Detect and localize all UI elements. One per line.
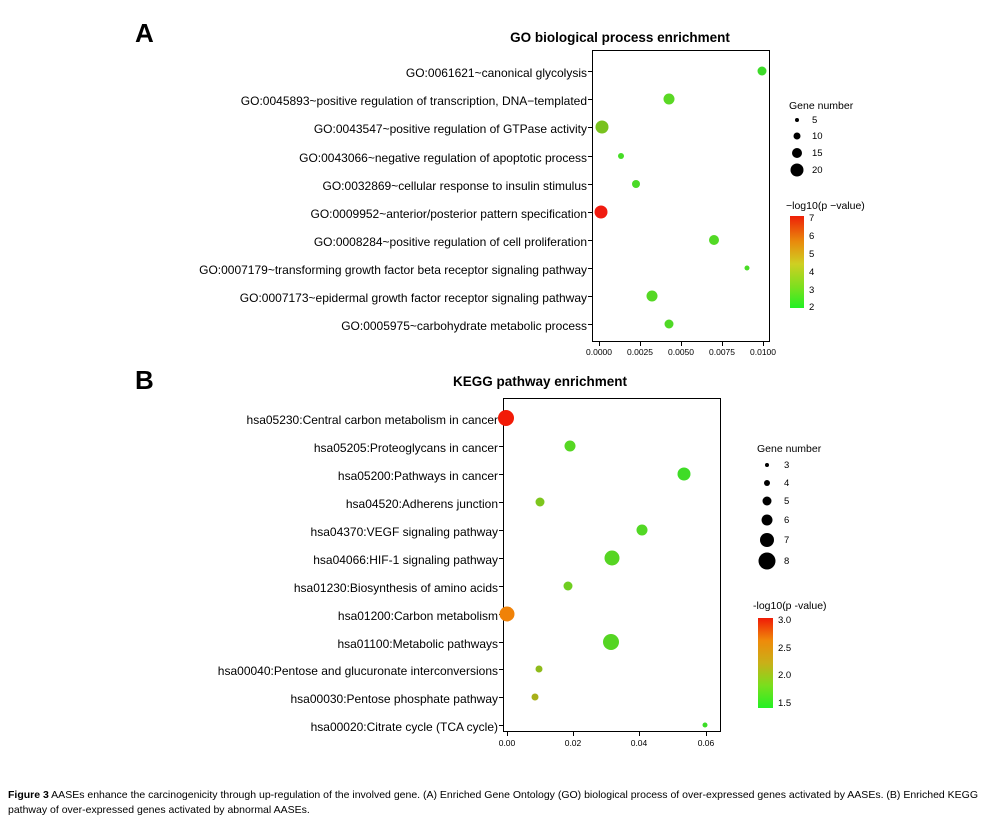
panel-b-size-legend-label: 4 [784,478,790,489]
panel-b-y-tick [499,642,503,643]
panel-b-size-legend-dot [759,553,776,570]
panel-b-x-tick-label: 0.04 [630,738,648,748]
panel-a-x-tick-label: 0.0000 [586,347,612,357]
panel-a-data-point [758,67,767,76]
panel-a-y-tick [588,240,592,241]
panel-b-size-legend-label: 5 [784,496,790,507]
panel-b-data-point [532,694,539,701]
panel-a-x-tick [763,342,764,346]
panel-a-colorbar-tick-label: 7 [809,213,815,224]
panel-b-y-tick [499,530,503,531]
panel-a-size-legend-dot [794,133,801,140]
panel-b-category-label: hsa00020:Citrate cycle (TCA cycle) [310,720,498,734]
panel-b-y-tick [499,669,503,670]
panel-a-category-label: GO:0043547~positive regulation of GTPase activity [313,122,587,136]
panel-a-colorbar-tick-label: 2 [809,302,815,313]
panel-b-x-tick [706,732,707,736]
panel-a-category-label: GO:0009952~anterior/posterior pattern specification [310,207,587,221]
figure-caption [8,788,988,818]
panel-a-data-point [632,180,640,188]
panel-b-size-legend-label: 8 [784,556,790,567]
panel-a-category-label: GO:0007173~epidermal growth factor receptor signaling pathway [239,291,587,305]
panel-b-y-tick [499,697,503,698]
panel-a-y-tick [588,127,592,128]
panel-a-data-point [709,235,719,245]
panel-b-size-legend-label: 7 [784,535,790,546]
panel-b-category-label: hsa04066:HIF-1 signaling pathway [313,553,498,567]
panel-b-data-point [498,410,514,426]
panel-a-category-label: GO:0045893~positive regulation of transcription, DNA−templated [240,94,587,108]
panel-a-y-tick [588,268,592,269]
panel-b-size-legend-dot [760,533,774,547]
panel-a-y-tick [588,99,592,100]
panel-b-category-label: hsa01200:Carbon metabolism [337,609,498,623]
panel-b-category-label: hsa01230:Biosynthesis of amino acids [293,581,498,595]
panel-a-size-legend-label: 20 [812,165,823,176]
panel-b-data-point [536,498,545,507]
panel-a-y-tick [588,156,592,157]
panel-b-colorbar [758,618,773,708]
panel-a-size-legend-title: Gene number [789,100,854,112]
panel-a-colorbar-tick-label: 3 [809,285,815,296]
panel-a-y-tick [588,212,592,213]
panel-b-x-tick-label: 0.00 [498,738,516,748]
panel-a-colorbar-tick-label: 5 [809,249,815,260]
panel-b-data-point [564,582,573,591]
panel-b-y-tick [499,474,503,475]
panel-a-x-tick [681,342,682,346]
panel-a-category-label: GO:0032869~cellular response to insulin stimulus [322,179,587,193]
panel-a-x-tick-label: 0.0025 [627,347,653,357]
panel-b-category-label: hsa05230:Central carbon metabolism in cancer [246,413,498,427]
panel-a-x-tick-label: 0.0050 [668,347,694,357]
panel-a-category-label: GO:0008284~positive regulation of cell proliferation [313,235,587,249]
panel-a-data-point [664,94,675,105]
panel-b-colorbar-tick-label: 3.0 [778,615,792,626]
panel-a-data-point [618,153,624,159]
panel-b-data-point [605,551,620,566]
panel-b-data-point [703,723,708,728]
panel-b-x-tick-label: 0.02 [564,738,582,748]
panel-a-size-legend-label: 15 [812,148,823,159]
panel-b-category-label: hsa05205:Proteoglycans in cancer [313,441,498,455]
panel-b-colorbar-tick-label: 1.5 [778,698,792,709]
panel-a-colorbar-tick-label: 4 [809,267,815,278]
panel-b-category-label: hsa01100:Metabolic pathways [337,637,498,651]
panel-b-data-point [678,468,691,481]
panel-b-size-legend-dot [764,480,770,486]
panel-b-size-legend-label: 3 [784,460,790,471]
panel-a-title: GO biological process enrichment [510,30,730,45]
panel-b-title: KEGG pathway enrichment [452,374,628,389]
panel-b-color-legend-title: -log10(p -value) [753,600,827,612]
panel-a-y-tick [588,296,592,297]
panel-a-size-legend-label: 5 [812,115,818,126]
panel-b-y-tick [499,502,503,503]
panel-b-size-legend-dot [762,515,773,526]
panel-a-letter: A [135,18,154,48]
panel-b-x-tick [573,732,574,736]
panel-a-category-label: GO:0005975~carbohydrate metabolic process [341,319,587,333]
panel-b-data-point [637,525,648,536]
panel-a-x-tick [640,342,641,346]
panel-b-x-tick [507,732,508,736]
panel-a-y-tick [588,71,592,72]
panel-a-category-label: GO:0043066~negative regulation of apoptotic process [299,151,587,165]
panel-a-x-tick-label: 0.0075 [709,347,735,357]
panel-b-y-tick [499,725,503,726]
panel-a-data-point [596,121,609,134]
figure-caption-text: AASEs enhance the carcinogenicity through up-regulation of the involved gene. (A) Enriched Gene Ontology (GO) biological process of over-expressed genes activated by AASEs. (B) Enriched KEGG pathway of over-expressed genes activated by abnormal AASEs. [8,789,979,817]
panel-b-category-label: hsa04370:VEGF signaling pathway [310,525,498,539]
panel-a-data-point [595,206,608,219]
panel-a-x-tick [599,342,600,346]
panel-a-y-tick [588,184,592,185]
panel-b-letter: B [135,365,154,395]
panel-b-data-point [500,607,515,622]
panel-b-category-label: hsa00030:Pentose phosphate pathway [290,692,498,706]
panel-b-size-legend-dot [763,497,772,506]
panel-a-data-point [665,320,674,329]
panel-a-x-tick-label: 0.0100 [750,347,776,357]
panel-a-colorbar [790,216,804,308]
panel-b-x-tick [639,732,640,736]
panel-b-data-point [536,666,543,673]
panel-b-data-point [565,441,576,452]
panel-b-colorbar-tick-label: 2.0 [778,670,792,681]
panel-b-size-legend-label: 6 [784,515,790,526]
panel-b-colorbar-tick-label: 2.5 [778,643,792,654]
panel-b-y-tick [499,586,503,587]
panel-a-y-tick [588,324,592,325]
panel-b-category-label: hsa05200:Pathways in cancer [337,469,498,483]
panel-a-data-point [647,291,658,302]
panel-a-plot-area [592,50,770,342]
panel-b-data-point [603,634,619,650]
panel-b-size-legend-dot [765,463,769,467]
panel-a-category-label: GO:0007179~transforming growth factor beta receptor signaling pathway [199,263,587,277]
figure-caption-lead: Figure 3 [8,789,49,801]
panel-a-category-label: GO:0061621~canonical glycolysis [405,66,587,80]
panel-a-size-legend-dot [792,148,802,158]
panel-b-category-label: hsa00040:Pentose and glucuronate interconversions [217,664,498,678]
panel-b-size-legend-title: Gene number [757,443,822,455]
panel-b-y-tick [499,558,503,559]
panel-a-size-legend-label: 10 [812,131,823,142]
panel-b-x-tick-label: 0.06 [697,738,715,748]
panel-b-y-tick [499,446,503,447]
panel-a-data-point [745,266,750,271]
panel-a-colorbar-tick-label: 6 [809,231,815,242]
panel-a-size-legend-dot [795,118,799,122]
panel-a-color-legend-title: −log10(p −value) [786,200,865,212]
panel-a-x-tick [722,342,723,346]
panel-b-category-label: hsa04520:Adherens junction [345,497,498,511]
panel-a-size-legend-dot [791,164,804,177]
